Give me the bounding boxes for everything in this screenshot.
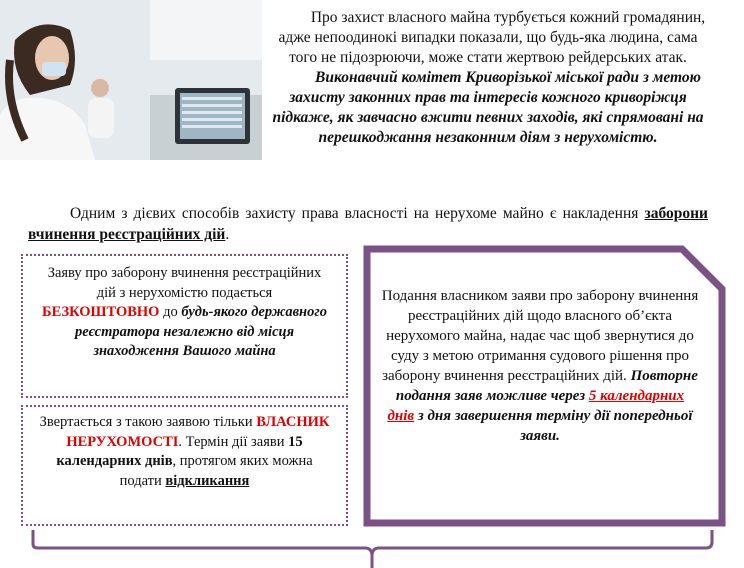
lead-paragraph xyxy=(28,203,708,245)
box1-text-1: Заяву про заборону вчинення реєстраційних дій з нерухомістю подається xyxy=(47,265,322,301)
lead-text: Одним з дієвих способів захисту права власності на нерухоме майно є накладення xyxy=(70,205,645,222)
lead-end: . xyxy=(225,226,230,243)
intro-text xyxy=(270,8,706,148)
box2-revocation: відкликання xyxy=(165,472,250,489)
owner-only-box xyxy=(21,405,348,526)
right-days-highlight: 5 календарних днів xyxy=(387,388,685,424)
box2-owner-label: ВЛАСНИК НЕРУХОМОСТІ xyxy=(66,414,330,450)
court-info-text xyxy=(381,286,699,446)
office-photo-illustration xyxy=(0,0,262,160)
box2-term-days: 15 календарних днів xyxy=(56,433,303,469)
intro-paragraph-2: Виконавчий комітет Криворізької міської ради з метою захисту законних прав та інтересів кожного криворіжця підкаже, як завчасно вжити певних заходів, які спрямовані на перешкоджання незаконним діям з нерухомістю. xyxy=(272,69,704,146)
box2-text-2: . Термін дії заяви xyxy=(178,433,289,450)
free-filing-box xyxy=(21,254,348,398)
box1-free-label: БЕЗКОШТОВНО xyxy=(42,304,160,320)
box1-registrar-note: будь-якого державного реєстратора незалежно від місця знаходження Вашого майна xyxy=(74,304,327,359)
office-photo xyxy=(0,0,262,160)
bottom-brace xyxy=(30,528,720,568)
right-repeat-note-end: з дня завершення терміну дії попередньої заяви. xyxy=(414,408,693,444)
intro-paragraph-1: Про захист власного майна турбується кожний громадянин, адже непоодинокі випадки показали, що будь-яка людина, сама того не підозрюючи, може стати жертвою рейдерських атак. xyxy=(278,9,706,66)
box2-text-1: Звертається з такою заявою тільки xyxy=(39,414,257,430)
right-text-1: Подання власником заяви про заборону вчинення реєстраційних дій щодо власного об’єкта нерухомого майна, надає час щоб звернутися до суду з метою отримання судового рішення про заборону вчинення реєстраційних дій. xyxy=(381,288,699,384)
box2-text-3: , протягом яких можна подати xyxy=(119,453,313,489)
right-repeat-note: Повторне подання заяв можливе через xyxy=(395,368,698,404)
lead-emphasis: заборони вчинення реєстраційних дій xyxy=(28,205,708,243)
box1-text-2: до xyxy=(159,304,182,320)
